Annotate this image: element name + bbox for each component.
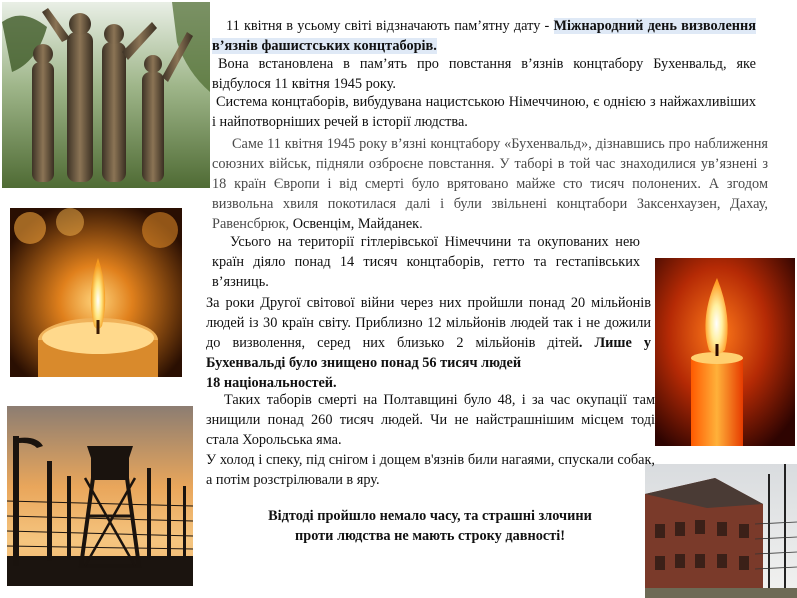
memorial-sculpture-image (2, 2, 210, 188)
candle-image-right (655, 258, 795, 446)
barracks-image (645, 464, 797, 598)
victims-bold-text: . Лише у Бухенвальді було знищено понад 56 тисяч людей (206, 335, 651, 371)
camps-count-paragraph (212, 232, 640, 292)
intro-paragraph (212, 16, 756, 56)
candle-image-left (10, 208, 182, 377)
victims-paragraph (206, 293, 651, 393)
victims-nationalities: 18 національностей. (206, 375, 337, 391)
camp-system-text: Система концтаборів, вибудувана нацистською Німеччиною, є однією з найжахливіших і найпотворніших речей в історії людства. (212, 94, 756, 130)
camp-names-link: Освенцім, Майданек (292, 216, 420, 232)
closing-paragraph (205, 506, 655, 546)
uprising-paragraph (212, 134, 768, 234)
poltava-text: Таких таборів смерті на Полтавщині було 48, і за час окупації там знищили понад 260 тисяч людей. Чи не найстрашнішим місцем тоді стала Хорольська яма. (206, 392, 655, 448)
uprising-end: . (419, 216, 423, 232)
camp-system-paragraph (212, 92, 756, 132)
closing-line-2: проти людства не мають строку давності! (295, 528, 565, 544)
intro-text: 11 квітня в усьому світі відзначають пам’ятну дату - (226, 18, 554, 34)
buchenwald-paragraph (212, 54, 756, 94)
camps-count-text: Усього на території гітлерівської Німеччини та окупованих нею країн діяло понад 14 тисяч концтаборів, гетто та гестапівських в’язниць. (212, 234, 640, 290)
holiday-name-highlight: Міжнародний день визволення в’язнів фашистських концтаборів. (212, 18, 757, 54)
victims-text: За роки Другої світової війни через них пройшли понад 20 мільйонів людей із 30 країн світу. Приблизно 12 мільйонів людей так і не дожили до визволення, серед них близько 2 мільйонів дітей (206, 295, 651, 351)
khorol-pit-text: У холод і спеку, під снігом і дощем в'язнів били нагаями, спускали собак, а потім розстрілювали в яру. (206, 452, 655, 488)
uprising-text: Саме 11 квітня 1945 року в’язні концтабору «Бухенвальд», дізнавшись про наближення союзних військ, підняли озброєне повстання. У таборі в той час знаходилися ув’язнені з 18 країн Європи і від смерті було врятовано майже сто тисяч полонених. А згодом визвольна хвиля покотилася далі і були звільнені концтабори Заксенхаузен, Дахау, Равенсбрюк, (212, 136, 768, 232)
watchtower-image (7, 406, 193, 586)
closing-line-1: Відтоді пройшло немало часу, та страшні злочини (268, 508, 592, 524)
buchenwald-text: Вона встановлена в пам’ять про повстання в’язнів концтабору Бухенвальд, яке відбулося 11 квітня 1945 року. (212, 56, 756, 92)
poltava-paragraph (206, 390, 655, 490)
